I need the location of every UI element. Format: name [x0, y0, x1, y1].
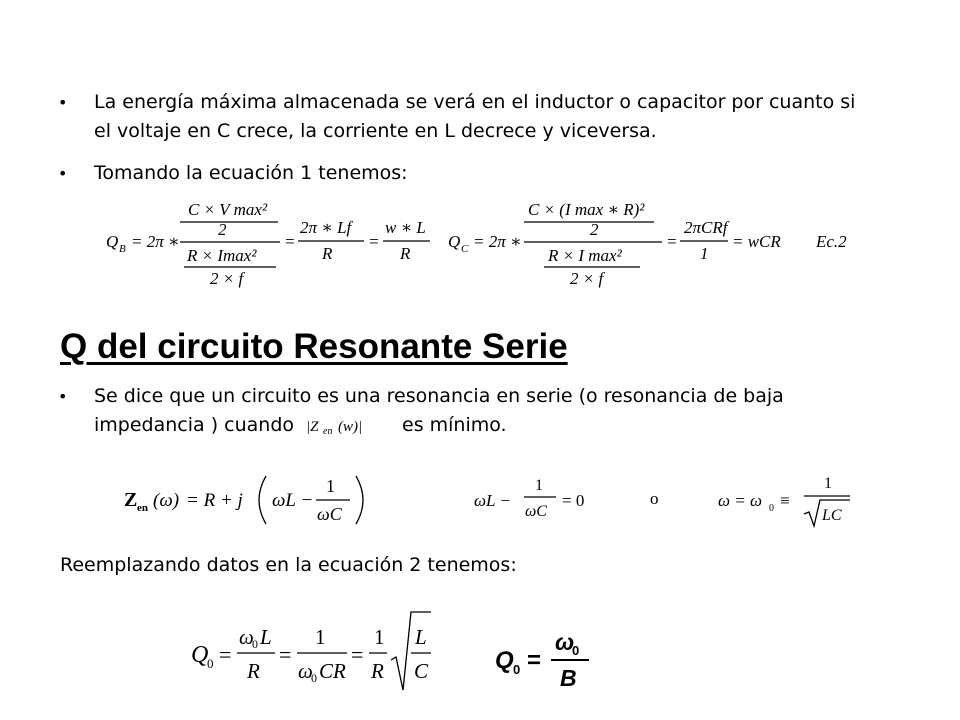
omega-den: LC — [822, 507, 842, 524]
omega-num: 1 — [824, 475, 832, 492]
qc-frac2-num: 2πCRf — [684, 218, 728, 237]
paren-frac-den: ωC — [317, 504, 342, 524]
qb-bot-num: R × Imax² — [187, 246, 257, 265]
equation-q0 — [185, 600, 605, 700]
bullet-text: Tomando la ecuación 1 tenemos: — [94, 162, 408, 184]
cond-rhs: = 0 — [562, 491, 585, 510]
q0b-sub: 0 — [513, 662, 521, 677]
bullet-taking-equation — [58, 159, 858, 188]
equation-impedance — [120, 462, 880, 534]
qb-bot-den: 2 × f — [210, 269, 244, 288]
omega-lhs: ω = ω — [718, 491, 762, 510]
qc-eq1: = 2π ∗ — [473, 232, 522, 251]
f1-num: ω — [239, 625, 254, 649]
qb-top-den: 2 — [218, 220, 227, 239]
sqrt-num: L — [415, 625, 427, 649]
zen-inline-formula — [302, 417, 394, 435]
q0b-num-sub: 0 — [572, 643, 580, 658]
bullet-text: La energía máxima almacenada se verá en el inductor o capacitor por cuanto si el voltaje en C crece, la corriente en L decrece y viceversa. — [94, 91, 856, 142]
f2-den-tail: CR — [319, 659, 346, 683]
qc-bot-den: 2 × f — [570, 269, 604, 288]
q0-eq2: = — [279, 642, 292, 667]
q0-lhs: Q — [191, 642, 209, 668]
equation-qb-qc — [100, 195, 870, 295]
paren-text: ωL − — [272, 490, 314, 511]
q0b-den: B — [560, 665, 577, 691]
cond-lhs: ωL − — [474, 491, 511, 510]
q0-sub: 0 — [207, 656, 214, 671]
q0b-num: ω — [555, 629, 575, 655]
bullet-dot: • — [58, 93, 68, 112]
qb-eq2: = — [284, 232, 296, 251]
substitution-text: Reemplazando datos en la ecuación 2 tenemos: — [60, 554, 517, 576]
qc-lhs: Q — [448, 232, 461, 251]
bullet-dot: • — [58, 164, 68, 183]
qb-frac3-num: w ∗ L — [385, 218, 426, 237]
omega-sub: 0 — [769, 503, 774, 514]
q0-eq1: = — [219, 642, 232, 667]
f2-den-sub: 0 — [311, 671, 317, 685]
qb-lhs: Q — [106, 232, 119, 251]
qc-frac2-den: 1 — [700, 244, 709, 263]
qc-top-num: C × (I max ∗ R)² — [528, 200, 645, 219]
qb-top-num: C × V max² — [188, 200, 268, 219]
qc-lhs-sub: C — [461, 243, 469, 255]
bullet-series-resonance — [58, 382, 878, 440]
zen-sub: en — [137, 502, 148, 514]
f1-den: R — [247, 659, 260, 683]
zen-arg: (ω) — [153, 490, 180, 511]
or-word: o — [650, 489, 659, 508]
f1-num-tail: L — [260, 625, 272, 649]
q0-eq3: = — [351, 642, 364, 667]
bullet-text-after: es mínimo. — [402, 414, 507, 436]
paren-frac-num: 1 — [326, 476, 335, 496]
sqrt-den: C — [414, 659, 429, 683]
zen-inline-rhs: (w)| — [338, 418, 363, 435]
qb-eq1: = 2π ∗ — [131, 232, 180, 251]
q0b-lhs: Q — [495, 647, 514, 674]
qb-frac3-den: R — [400, 244, 411, 263]
left-paren — [259, 476, 266, 524]
f2-num: 1 — [315, 625, 326, 649]
section-heading: Q del circuito Resonante Serie — [60, 327, 568, 366]
bullet-text-before: Se dice que un circuito es una resonancia en serie (o resonancia de baja impedancia ) cuando — [94, 385, 784, 436]
cond-den: ωC — [525, 503, 547, 520]
qb-frac2-den: R — [322, 244, 333, 263]
qc-bot-num: R × I max² — [548, 246, 622, 265]
zen-lhs: Z — [124, 489, 138, 511]
qb-frac2-num: 2π ∗ Lf — [300, 218, 352, 237]
bullet-dot: • — [58, 387, 68, 406]
equation-label: Ec.2 — [816, 232, 847, 251]
qc-eq3: = wCR — [732, 232, 781, 251]
q0b-eq: = — [527, 647, 542, 674]
zen-inline-sub: en — [323, 425, 333, 435]
qb-eq3: = — [368, 232, 380, 251]
cond-num: 1 — [535, 477, 543, 494]
f3-num: 1 — [374, 625, 385, 649]
right-paren — [356, 476, 363, 524]
zen-inline-lhs: |Z — [306, 418, 319, 435]
f3-den: R — [371, 659, 384, 683]
omega-equiv: ≡ — [780, 491, 790, 510]
zen-rhs: = R + j — [186, 490, 243, 511]
bullet-text — [94, 382, 878, 440]
qc-eq2: = — [666, 232, 678, 251]
f2-den: ω — [298, 659, 313, 683]
qc-top-den: 2 — [590, 220, 599, 239]
f1-num-sub: 0 — [252, 637, 258, 651]
bullet-energy — [58, 88, 858, 146]
qb-lhs-sub: B — [119, 243, 126, 255]
